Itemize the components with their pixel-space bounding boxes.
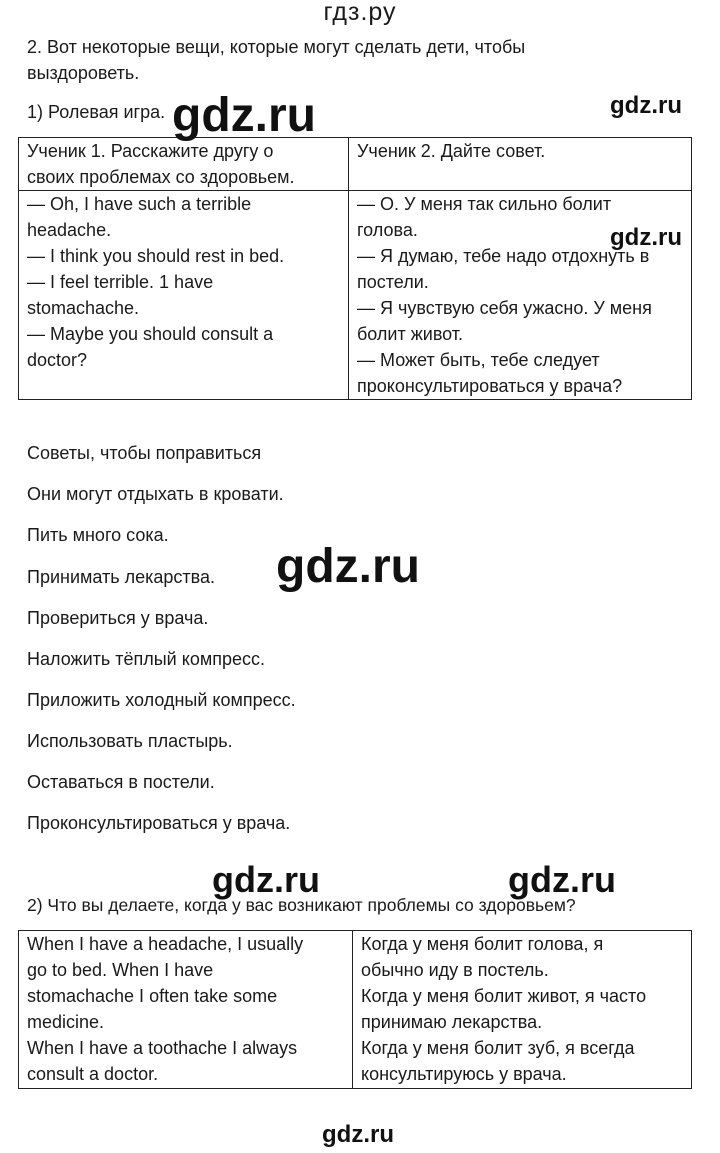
advice-item: Приложить холодный компресс. bbox=[27, 690, 296, 710]
answer-line-en: medicine. bbox=[27, 1012, 105, 1032]
roleplay-table bbox=[18, 137, 692, 400]
watermark: gdz.ru bbox=[212, 859, 320, 900]
advice-item: Использовать пластырь. bbox=[27, 731, 233, 751]
task-intro-line-1: 2. Вот некоторые вещи, которые могут сделать дети, чтобы bbox=[27, 37, 526, 57]
advice-heading: Советы, чтобы поправиться bbox=[27, 443, 262, 463]
health-problems-row bbox=[19, 931, 692, 1089]
answer-line-ru: Когда у меня болит голова, я bbox=[361, 934, 604, 954]
advice-item: Оставаться в постели. bbox=[27, 772, 215, 792]
roleplay-header-student1-line: своих проблемах со здоровьем. bbox=[27, 167, 295, 187]
roleplay-header-student1 bbox=[19, 138, 349, 191]
dialogue-line-en: stomachache. bbox=[27, 298, 140, 318]
dialogue-line-ru: — О. У меня так сильно болит bbox=[357, 194, 612, 214]
watermark: gdz.ru bbox=[322, 1121, 394, 1148]
advice-item: Провериться у врача. bbox=[27, 608, 209, 628]
part2-title: 2) Что вы делаете, когда у вас возникают проблемы со здоровьем? bbox=[27, 895, 576, 915]
part1-title: 1) Ролевая игра. bbox=[27, 102, 166, 122]
site-header: гдз.ру bbox=[323, 0, 397, 26]
watermark: gdz.ru bbox=[610, 224, 682, 251]
watermark: gdz.ru bbox=[172, 89, 316, 142]
health-problems-english bbox=[19, 931, 353, 1089]
advice-item: Принимать лекарства. bbox=[27, 567, 216, 587]
task-intro-line-2: выздороветь. bbox=[27, 63, 140, 83]
answer-line-en: When I have a toothache I always bbox=[27, 1038, 298, 1058]
answer-line-en: consult a doctor. bbox=[27, 1064, 159, 1084]
roleplay-table-header-row bbox=[19, 138, 692, 191]
answer-line-ru: Когда у меня болит зуб, я всегда bbox=[361, 1038, 635, 1058]
watermark: gdz.ru bbox=[276, 540, 420, 593]
dialogue-line-ru: проконсультироваться у врача? bbox=[357, 376, 623, 396]
dialogue-line-en: headache. bbox=[27, 220, 112, 240]
dialogue-line-ru: — Я чувствую себя ужасно. У меня bbox=[357, 298, 652, 318]
dialogue-line-en: doctor? bbox=[27, 350, 88, 370]
answer-line-en: When I have a headache, I usually bbox=[27, 934, 304, 954]
advice-item: Наложить тёплый компресс. bbox=[27, 649, 265, 669]
dialogue-line-en: — Oh, I have such a terrible bbox=[27, 194, 252, 214]
advice-item: Они могут отдыхать в кровати. bbox=[27, 484, 284, 504]
answer-line-ru: обычно иду в постель. bbox=[361, 960, 549, 980]
answer-line-en: go to bed. When I have bbox=[27, 960, 214, 980]
roleplay-header-student1-line: Ученик 1. Расскажите другу о bbox=[27, 141, 274, 161]
advice-item: Проконсультироваться у врача. bbox=[27, 813, 291, 833]
health-problems-russian bbox=[353, 931, 692, 1089]
roleplay-header-student2-line: Ученик 2. Дайте совет. bbox=[357, 141, 546, 161]
health-problems-table bbox=[18, 930, 692, 1089]
advice-item: Пить много сока. bbox=[27, 525, 169, 545]
dialogue-line-en: — I think you should rest in bed. bbox=[27, 246, 285, 266]
answer-line-ru: принимаю лекарства. bbox=[361, 1012, 543, 1032]
dialogue-line-ru: постели. bbox=[357, 272, 429, 292]
dialogue-line-ru: — Может быть, тебе следует bbox=[357, 350, 600, 370]
watermark: gdz.ru bbox=[508, 859, 616, 900]
answer-line-ru: Когда у меня болит живот, я часто bbox=[361, 986, 647, 1006]
roleplay-english-dialogue bbox=[19, 191, 349, 400]
dialogue-line-ru: голова. bbox=[357, 220, 418, 240]
dialogue-line-en: — I feel terrible. 1 have bbox=[27, 272, 214, 292]
roleplay-header-student2 bbox=[349, 138, 692, 191]
dialogue-line-en: — Maybe you should consult a bbox=[27, 324, 274, 344]
roleplay-table-body-row bbox=[19, 191, 692, 400]
roleplay-russian-dialogue bbox=[349, 191, 692, 400]
answer-line-ru: консультируюсь у врача. bbox=[361, 1064, 567, 1084]
watermark: gdz.ru bbox=[610, 92, 682, 119]
dialogue-line-ru: — Я думаю, тебе надо отдохнуть в bbox=[357, 246, 650, 266]
dialogue-line-ru: болит живот. bbox=[357, 324, 464, 344]
answer-line-en: stomachache I often take some bbox=[27, 986, 278, 1006]
